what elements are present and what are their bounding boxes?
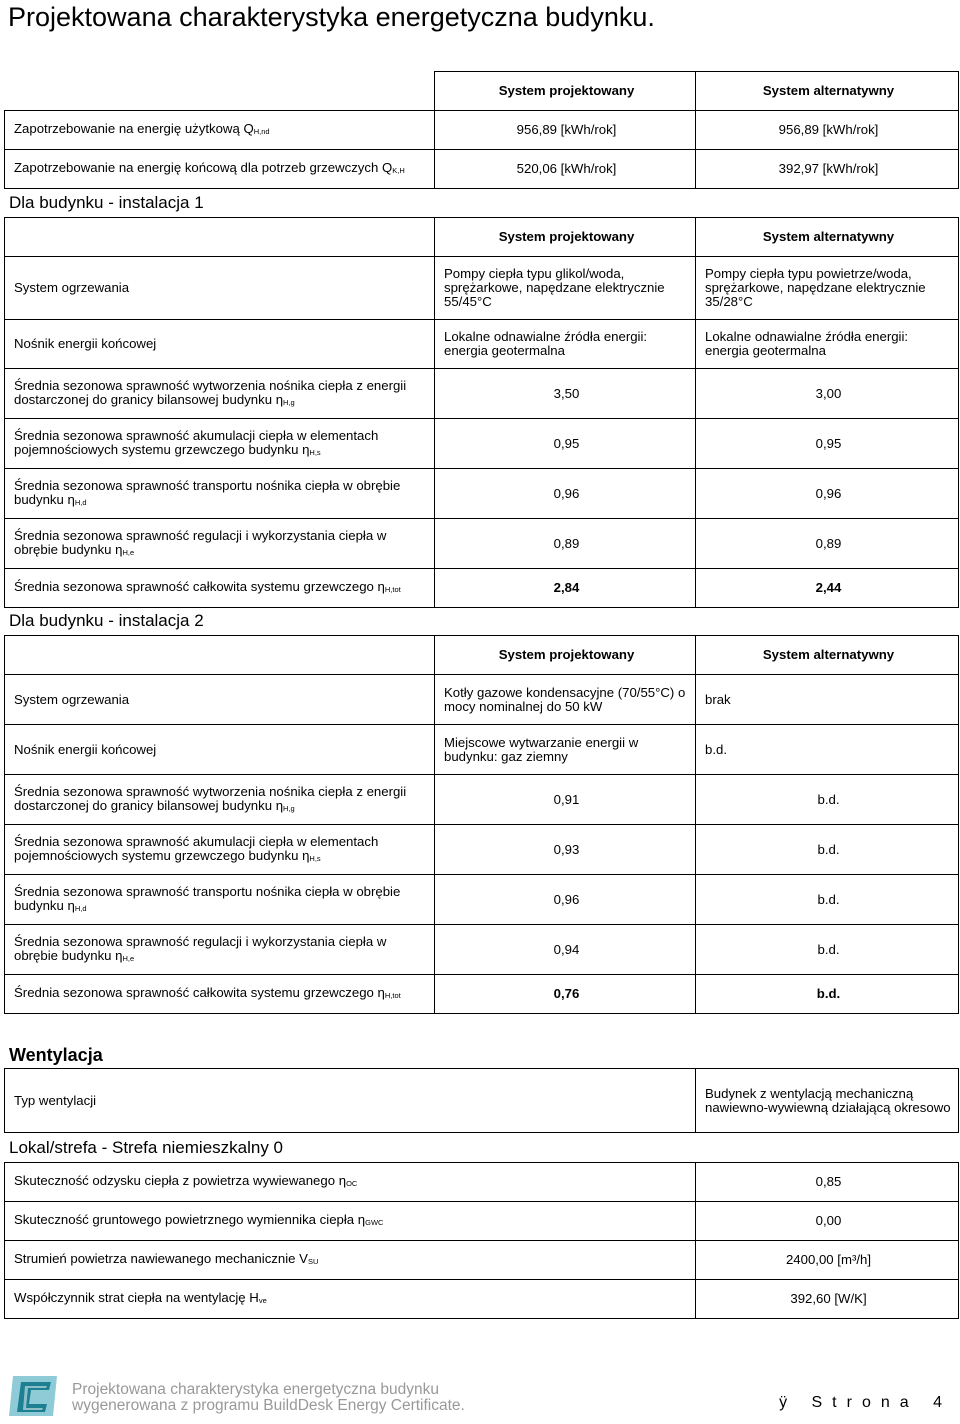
ventilation-type-label: Typ wentylacji <box>5 1069 696 1133</box>
header-projected: System projektowany <box>435 218 696 257</box>
efficiency-regulation-label: Średnia sezonowa sprawność regulacji i wykorzystania ciepła w obrębie budynku $\eta_{H,e}$ <box>5 925 435 975</box>
supply-airflow-label: Strumień powietrza nawiewanego mechanicznie $V_{SU}$ <box>5 1241 696 1280</box>
heating-system-label: System ogrzewania <box>5 675 435 725</box>
efficiency-distribution-projected: 0,96 <box>435 875 696 925</box>
ventilation-loss-label: Współczynnik strat ciepła na wentylację $H_{ve}$ <box>5 1280 696 1319</box>
efficiency-total-alternative: 2,44 <box>696 569 959 608</box>
heating-system-alternative: brak <box>696 675 959 725</box>
efficiency-regulation-projected: 0,89 <box>435 519 696 569</box>
heating-system-alternative: Pompy ciepła typu powietrze/woda, sprężarkowe, napędzane elektrycznie 35/28°C <box>696 257 959 320</box>
ventilation-loss-value: 392,60 [W/K] <box>696 1280 959 1319</box>
section-heading-installation-1: Dla budynku - instalacja 1 <box>9 193 204 212</box>
summary-final-alternative: 392,97 [kWh/rok] <box>696 150 959 189</box>
supply-airflow-value: 2400,00 [m³/h] <box>696 1241 959 1280</box>
efficiency-total-label: Średnia sezonowa sprawność całkowita systemu grzewczego $\eta_{H,tot}$ <box>5 569 435 608</box>
installation-1-table <box>4 217 959 608</box>
header-projected: System projektowany <box>435 72 696 111</box>
installation-2-table <box>4 635 959 1014</box>
efficiency-storage-alternative: 0,95 <box>696 419 959 469</box>
efficiency-generation-label: Średnia sezonowa sprawność wytworzenia nośnika ciepła z energii dostarczonej do granicy bilansowej budynku $\eta_{H,g}$ <box>5 775 435 825</box>
ground-exchanger-label: Skuteczność gruntowego powietrznego wymiennika ciepła $\eta_{GWC}$ <box>5 1202 696 1241</box>
heating-system-projected: Pompy ciepła typu glikol/woda, sprężarkowe, napędzane elektrycznie 55/45°C <box>435 257 696 320</box>
header-alternative: System alternatywny <box>696 636 959 675</box>
energy-carrier-label: Nośnik energii końcowej <box>5 320 435 369</box>
efficiency-regulation-projected: 0,94 <box>435 925 696 975</box>
footer-line-2: wygenerowana z programu BuildDesk Energy Certificate. <box>72 1397 465 1414</box>
ventilation-type-value: Budynek z wentylacją mechaniczną nawiewno-wywiewną działającą okresowo <box>696 1069 959 1133</box>
page-title: Projektowana charakterystyka energetyczna budynku. <box>8 2 655 32</box>
builddesk-logo-icon <box>7 1374 59 1418</box>
zone-heading: Lokal/strefa - Strefa niemieszkalny 0 <box>9 1138 284 1157</box>
efficiency-storage-label: Średnia sezonowa sprawność akumulacji ciepła w elementach pojemnościowych systemu grzewczego budynku $\eta_{H,s}$ <box>5 419 435 469</box>
energy-carrier-alternative: Lokalne odnawialne źródła energii: energia geotermalna <box>696 320 959 369</box>
efficiency-generation-projected: 0,91 <box>435 775 696 825</box>
efficiency-storage-projected: 0,93 <box>435 825 696 875</box>
header-alternative: System alternatywny <box>696 218 959 257</box>
footer-line-1: Projektowana charakterystyka energetyczna budynku <box>72 1381 440 1398</box>
summary-table <box>4 71 959 189</box>
efficiency-storage-projected: 0,95 <box>435 419 696 469</box>
heating-system-label: System ogrzewania <box>5 257 435 320</box>
efficiency-generation-projected: 3,50 <box>435 369 696 419</box>
heat-recovery-label: Skuteczność odzysku ciepła z powietrza wywiewanego $\eta_{OC}$ <box>5 1163 696 1202</box>
summary-useful-projected: 956,89 [kWh/rok] <box>435 111 696 150</box>
efficiency-total-alternative: b.d. <box>696 975 959 1014</box>
efficiency-distribution-projected: 0,96 <box>435 469 696 519</box>
heating-system-projected: Kotły gazowe kondensacyjne (70/55°C) o mocy nominalnej do 50 kW <box>435 675 696 725</box>
summary-label-final: Zapotrzebowanie na energię końcową dla potrzeb grzewczych $Q_{K,H}$ <box>5 150 435 189</box>
section-heading-ventilation: Wentylacja <box>9 1045 103 1065</box>
summary-label-useful: Zapotrzebowanie na energię użytkową $Q_{H,nd}$ <box>5 111 435 150</box>
efficiency-regulation-alternative: 0,89 <box>696 519 959 569</box>
efficiency-storage-alternative: b.d. <box>696 825 959 875</box>
energy-carrier-projected: Miejscowe wytwarzanie energii w budynku: gaz ziemny <box>435 725 696 775</box>
energy-carrier-projected: Lokalne odnawialne źródła energii: energia geotermalna <box>435 320 696 369</box>
efficiency-total-projected: 2,84 <box>435 569 696 608</box>
ventilation-zone-table <box>4 1162 959 1319</box>
section-heading-installation-2: Dla budynku - instalacja 2 <box>9 611 204 630</box>
efficiency-regulation-alternative: b.d. <box>696 925 959 975</box>
energy-carrier-label: Nośnik energii końcowej <box>5 725 435 775</box>
efficiency-distribution-label: Średnia sezonowa sprawność transportu nośnika ciepła w obrębie budynku $\eta_{H,d}$ <box>5 469 435 519</box>
ground-exchanger-value: 0,00 <box>696 1202 959 1241</box>
efficiency-generation-alternative: b.d. <box>696 775 959 825</box>
header-projected: System projektowany <box>435 636 696 675</box>
efficiency-regulation-label: Średnia sezonowa sprawność regulacji i wykorzystania ciepła w obrębie budynku $\eta_{H,e}$ <box>5 519 435 569</box>
efficiency-generation-alternative: 3,00 <box>696 369 959 419</box>
summary-useful-alternative: 956,89 [kWh/rok] <box>696 111 959 150</box>
efficiency-total-projected: 0,76 <box>435 975 696 1014</box>
efficiency-distribution-label: Średnia sezonowa sprawność transportu nośnika ciepła w obrębie budynku $\eta_{H,d}$ <box>5 875 435 925</box>
efficiency-distribution-alternative: 0,96 <box>696 469 959 519</box>
page-number: ÿ Strona 4 <box>779 1394 952 1411</box>
efficiency-generation-label: Średnia sezonowa sprawność wytworzenia nośnika ciepła z energii dostarczonej do granicy bilansowej budynku $\eta_{H,g}$ <box>5 369 435 419</box>
efficiency-distribution-alternative: b.d. <box>696 875 959 925</box>
ventilation-type-table <box>4 1068 959 1133</box>
energy-carrier-alternative: b.d. <box>696 725 959 775</box>
summary-final-projected: 520,06 [kWh/rok] <box>435 150 696 189</box>
efficiency-total-label: Średnia sezonowa sprawność całkowita systemu grzewczego $\eta_{H,tot}$ <box>5 975 435 1014</box>
heat-recovery-value: 0,85 <box>696 1163 959 1202</box>
efficiency-storage-label: Średnia sezonowa sprawność akumulacji ciepła w elementach pojemnościowych systemu grzewczego budynku $\eta_{H,s}$ <box>5 825 435 875</box>
header-alternative: System alternatywny <box>696 72 959 111</box>
